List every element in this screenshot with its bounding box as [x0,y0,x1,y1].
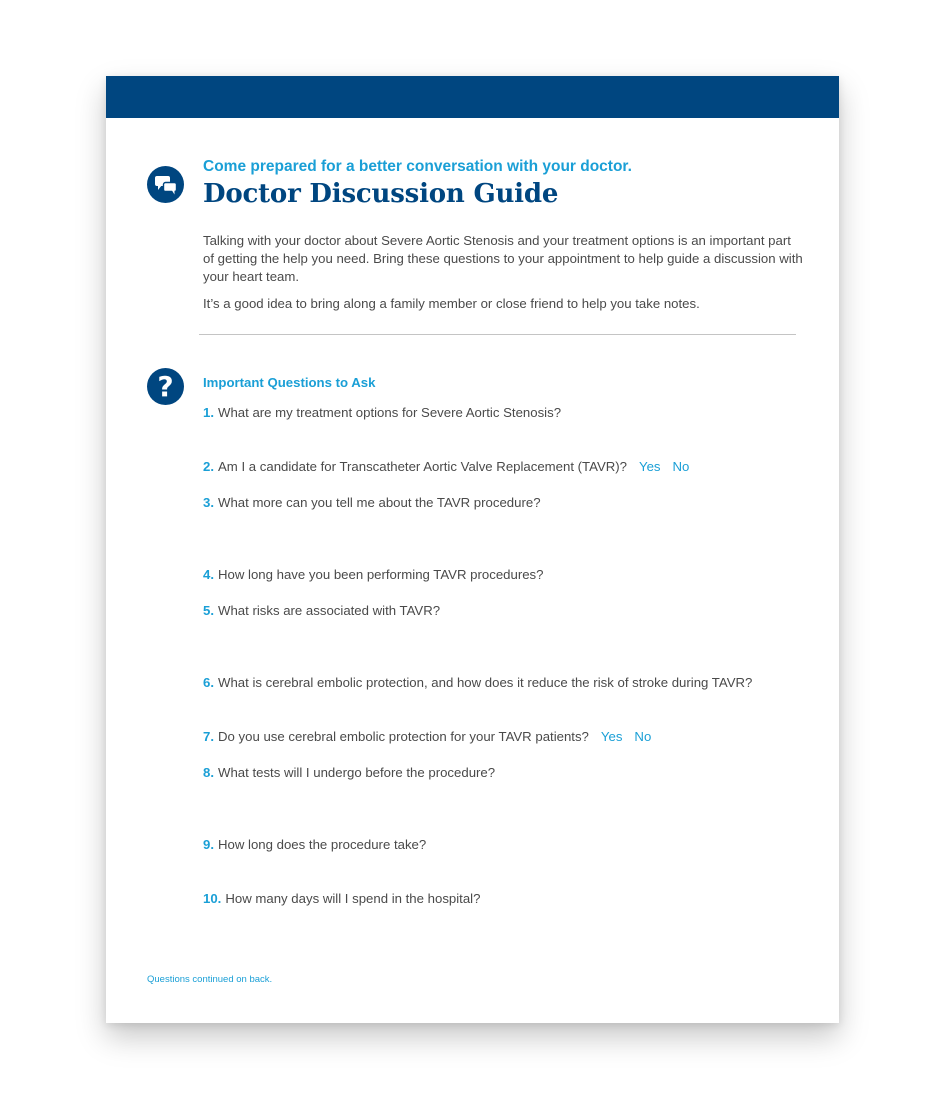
question-text: Do you use cerebral embolic protection for your TAVR patients? [218,729,589,744]
no-option[interactable]: No [672,459,690,474]
intro-note: It’s a good idea to bring along a family member or close friend to help you take notes. [203,296,700,311]
section-title: Important Questions to Ask [203,375,376,390]
question-number: 7. [203,729,214,744]
question-item [203,675,752,690]
question-number: 9. [203,837,214,852]
page-title: Doctor Discussion Guide [203,179,559,209]
question-number: 5. [203,603,214,618]
yes-option[interactable]: Yes [639,459,661,474]
header-bar [106,76,839,118]
question-item [203,495,541,510]
question-text: What risks are associated with TAVR? [218,603,441,618]
section-divider [199,334,796,335]
question-number: 4. [203,567,214,582]
question-text: How many days will I spend in the hospital? [225,891,481,906]
document-page [106,76,839,1023]
question-text: Am I a candidate for Transcatheter Aortic Valve Replacement (TAVR)? [218,459,627,474]
question-number: 2. [203,459,214,474]
no-option[interactable]: No [634,729,652,744]
question-item [203,891,480,906]
question-item [203,837,426,852]
question-item [203,459,689,474]
tagline: Come prepared for a better conversation with your doctor. [203,158,632,175]
question-item [203,567,543,582]
intro-paragraph: Talking with your doctor about Severe Aortic Stenosis and your treatment options is an important part of getting the help you need. Bring these questions to your appointment to help guide a discussion with your heart team. [203,233,803,284]
question-item [203,729,651,744]
question-item [203,603,440,618]
question-text: How long does the procedure take? [218,837,427,852]
question-text: What more can you tell me about the TAVR procedure? [218,495,541,510]
continued-note: Questions continued on back. [147,974,273,985]
question-item [203,765,495,780]
question-number: 1. [203,405,214,420]
question-number: 8. [203,765,214,780]
question-number: 6. [203,675,214,690]
question-text: What are my treatment options for Severe Aortic Stenosis? [218,405,562,420]
yes-option[interactable]: Yes [600,729,623,744]
question-number: 10. [203,891,222,906]
question-mark-icon: ? [147,368,184,405]
question-text: What tests will I undergo before the procedure? [218,765,496,780]
question-text: What is cerebral embolic protection, and how does it reduce the risk of stroke during TAVR? [218,675,753,690]
question-number: 3. [203,495,214,510]
chat-bubbles-icon [147,166,184,203]
question-item [203,405,561,420]
question-text: How long have you been performing TAVR procedures? [218,567,544,582]
